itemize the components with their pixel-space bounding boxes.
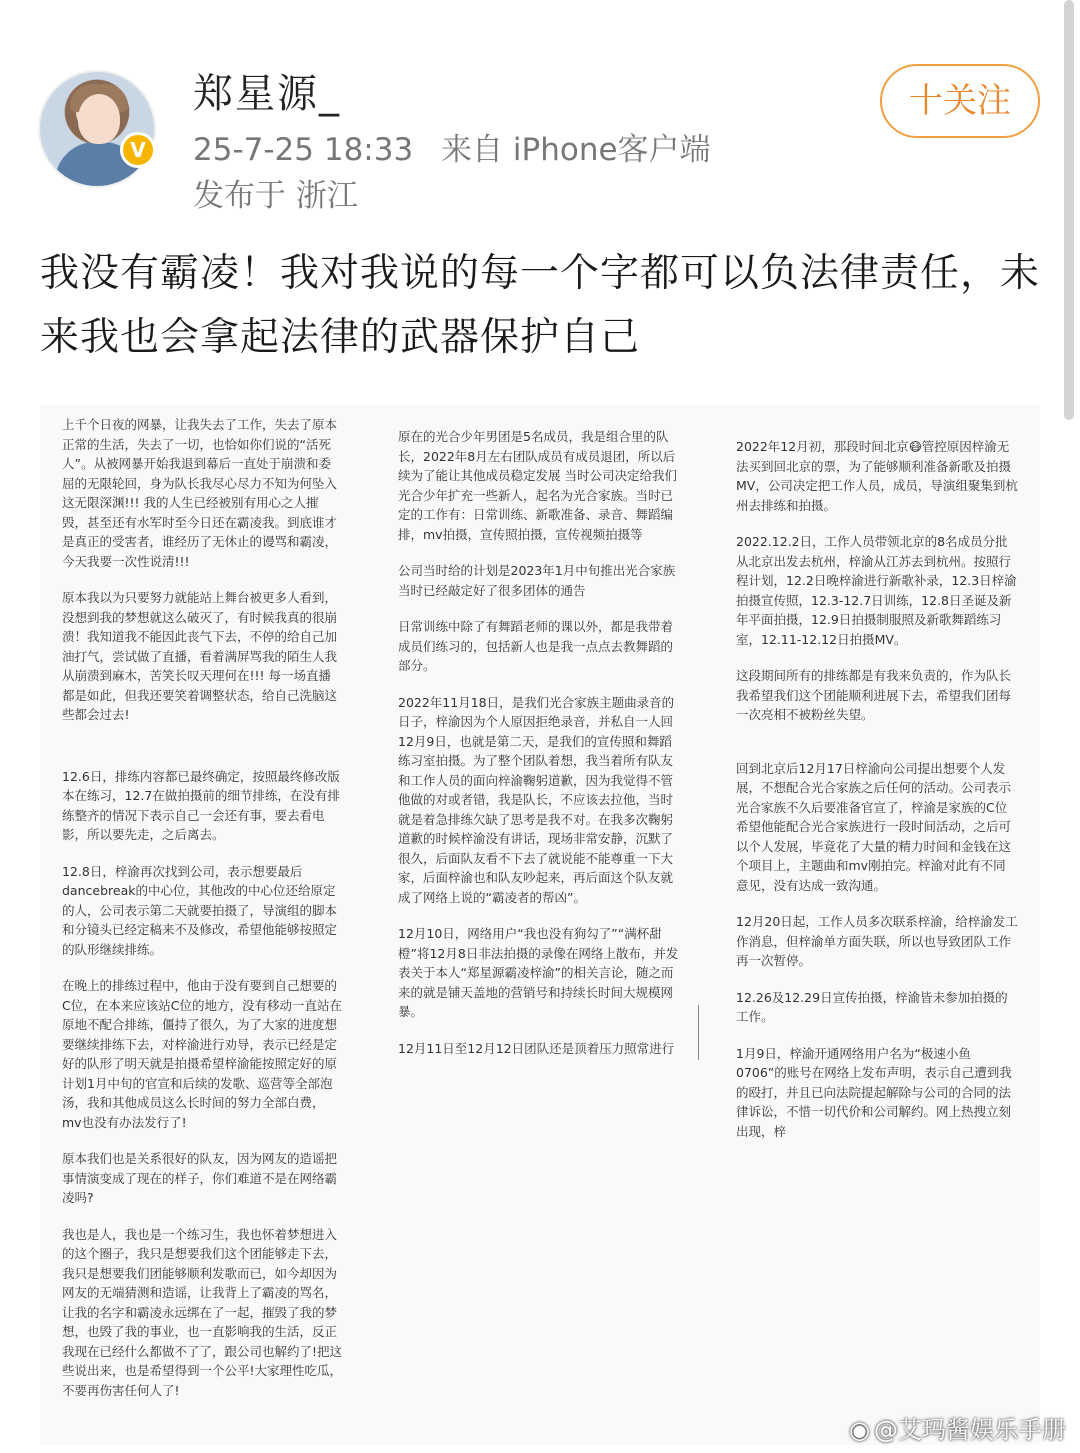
- statement-paragraph: 12.26及12.29日宣传拍摄，梓渝皆未参加拍摄的工作。: [736, 989, 1008, 1024]
- post-timestamp: 25-7-25 18:33: [193, 132, 414, 168]
- statement-column-1: [62, 415, 342, 1417]
- statement-paragraph: 12月20日起，工作人员多次联系梓渝，给梓渝发工作消息，但梓渝单方面失联，所以也导致团队工作再一次暂停。: [736, 914, 1018, 968]
- statement-paragraph: 12月11日至12月12日团队还是顶着压力照常进行: [398, 1040, 675, 1056]
- divider: [698, 1005, 699, 1060]
- statement-paragraph: 这段期间所有的排练都是有我来负责的，作为队长我希望我们这个团能顺利进展下去，希望我们团每一次亮相不被粉丝失望。: [736, 668, 1012, 722]
- weibo-icon: ◉: [849, 1416, 870, 1444]
- statement-paragraph: 在晚上的排练过程中，他由于没有要到自己想要的C位，在本来应该站C位的地方，没有移动一直站在原地不配合排练，僵持了很久，为了大家的进度想要继续排练下去，对梓渝进行劝导，表示已经是定好的队形了明天就是拍摄希望梓渝能按照定好的原计划1月中旬的官宣和后续的发歌、巡营等全部泡汤，我和其他成员这么长时间的努力全部白费，mv也没有办法发行了!: [62, 978, 342, 1130]
- post-text: 我没有霸凌！我对我说的每一个字都可以负法律责任，未来我也会拿起法律的武器保护自己: [40, 251, 1041, 360]
- scrollbar[interactable]: [1064, 0, 1074, 420]
- statement-paragraph: 公司当时给的计划是2023年1月中旬推出光合家族当时已经敲定好了很多团体的通告: [398, 563, 676, 598]
- statement-paragraph: 原在的光合少年男团是5名成员，我是组合里的队长，2022年8月左右团队成员有成员退团，所以后续为了能让其他成员稳定发展 当时公司决定给我们光合少年扩充一些新人，起名为光合家族。当时已定的工作有：日常训练、新歌准备、录音、舞蹈编排，mv拍摄，宣传照拍摄，宣传视频拍摄等: [398, 429, 677, 542]
- statement-paragraph: 12月10日，网络用户“我也没有狗勾了”“满杯甜橙”将12月8日非法拍摄的录像在网络上散布，并发表关于本人“郑星源霸凌梓渝”的相关言论，随之而来的就是铺天盖地的营销号和持续长时间大规模网暴。: [398, 926, 679, 1019]
- statement-paragraph: 上千个日夜的网暴，让我失去了工作，失去了原本正常的生活，失去了一切，也恰如你们说的“活死人”。从被网暴开始我退到幕后一直处于崩溃和委屈的无限轮回，身为队长我尽心尽力不知为何坠入这无限深渊!!! 我的人生已经被别有用心之人摧毁，甚至还有水军时至今日还在霸凌我。到底谁才是真正的受害者，谁经历了无休止的谩骂和霸凌，今天我要一次性说清!!!: [62, 417, 338, 569]
- statement-image[interactable]: [40, 405, 1040, 1445]
- watermark-text: @艾玛酱娱乐手册: [874, 1416, 1066, 1444]
- statement-paragraph: 回到北京后12月17日梓渝向公司提出想要个人发展，不想配合光合家族之后任何的活动。公司表示光合家族不久后要准备官宣了，梓渝是家族的C位希望他能配合光合家族进行一段时间活动，之后可以个人发展，毕竟花了大量的精力时间和金钱在这个项目上，主题曲和mv刚拍完。梓渝对此有不同意见，没有达成一致沟通。: [736, 760, 1012, 893]
- statement-paragraph: 日常训练中除了有舞蹈老师的课以外，都是我带着成员们练习的，包括新人也是我一点点去教舞蹈的部分。: [398, 619, 674, 673]
- statement-paragraph: 我也是人，我也是一个练习生，我也怀着梦想进入的这个圈子，我只是想要我们这个团能够走下去，我只是想要我们团能够顺利发歌而已，如今却因为网友的无端猜测和造谣，让我背上了霸凌的骂名，让我的名字和霸凌永远绑在了一起，摧毁了我的梦想，也毁了我的事业，也一直影响我的生活，反正我现在已经什么都做不了了，跟公司也解约了!把这些说出来，也是希望得到一个公平!大家理性吃瓜，不要再伤害任何人了!: [62, 1226, 343, 1398]
- statement-paragraph: 2022年12月初，那段时间北京😷管控原因梓渝无法买到回北京的票，为了能够顺利准备新歌及拍摄MV，公司决定把工作人员，成员，导演组聚集到杭州去排练和拍摄。: [736, 439, 1018, 513]
- statement-column-3: [736, 437, 1018, 1158]
- statement-paragraph: 原本我以为只要努力就能站上舞台被更多人看到，没想到我的梦想就这么破灭了，有时候我真的很崩溃！我知道我不能因此丧气下去，不停的给自己加油打气，尝试做了直播，看着满屏骂我的陌生人我从崩溃到麻木，苦笑长叹天理何在!!! 每一场直播都是如此，但我还要笑着调整状态，给自己洗脑这些都会过去!: [62, 590, 338, 722]
- avatar[interactable]: [38, 70, 156, 188]
- post-header: [0, 0, 1080, 230]
- statement-paragraph: 1月9日，梓渝开通网络用户名为“极速小鱼0706”的账号在网络上发布声明，表示自己遭到我的殴打，并且已向法院提起解除与公司的合同的法律诉讼，不惜一切代价和公司解约。网上热搜立刻出现，梓: [736, 1045, 1012, 1139]
- statement-column-2: [398, 427, 680, 1075]
- post-location: 发布于 浙江: [193, 178, 358, 214]
- follow-button[interactable]: 十关注: [880, 64, 1040, 138]
- statement-paragraph: 原本我们也是关系很好的队友，因为网友的造谣把事情演变成了现在的样子，你们难道不是在网络霸凌吗?: [62, 1151, 338, 1205]
- watermark: [849, 1410, 1066, 1445]
- post-meta: [193, 124, 711, 169]
- post-source: 来自 iPhone客户端: [441, 132, 711, 168]
- statement-paragraph: 2022.12.2日，工作人员带领北京的8名成员分批从北京出发去杭州，梓渝从江苏去到杭州。按照行程计划，12.2日晚梓渝进行新歌补录，12.3日梓渝拍摄宣传照，12.3-12.7日训练，12.8日圣诞及新年平面拍摄，12.9日拍摄制服照及新歌舞蹈练习室，12.11-12.12日拍摄MV。: [736, 534, 1017, 647]
- statement-paragraph: 12.8日，梓渝再次找到公司，表示想要最后dancebreak的中心位，其他改的中心位还给原定的人，公司表示第二天就要拍摄了，导演组的脚本和分镜头已经定稿来不及修改，希望他能够按照定的队形继续排练。: [62, 863, 338, 957]
- statement-paragraph: 12.6日，排练内容都已最终确定，按照最终修改版本在练习，12.7在做拍摄前的细节排练，在没有排练整齐的情况下表示自己一会还有事，要去看电影，所以要先走，之后离去。: [62, 768, 340, 842]
- statement-paragraph: 2022年11月18日，是我们光合家族主题曲录音的日子，梓渝因为个人原因拒绝录音，并私自一人回12月9日，也就是第二天，是我们的宣传照和舞蹈练习室拍摄。为了整个团队着想，我当着所有队友和工作人员的面向梓渝鞠躬道歉，因为我觉得不管他做的对或者错，我是队长，不应该去拉他，当时就是着急排练欠缺了思考是我不对。在我多次鞠躬道歉的时候梓渝没有讲话，现场非常安静，沉默了很久，后面队友看不下去了就说能不能尊重一下大家，后面梓渝也和队友吵起来，再后面这个队友就成了网络上说的“霸凌者的帮凶”。: [398, 694, 675, 905]
- username[interactable]: 郑星源_: [193, 71, 341, 117]
- verified-badge-icon: V: [120, 132, 156, 168]
